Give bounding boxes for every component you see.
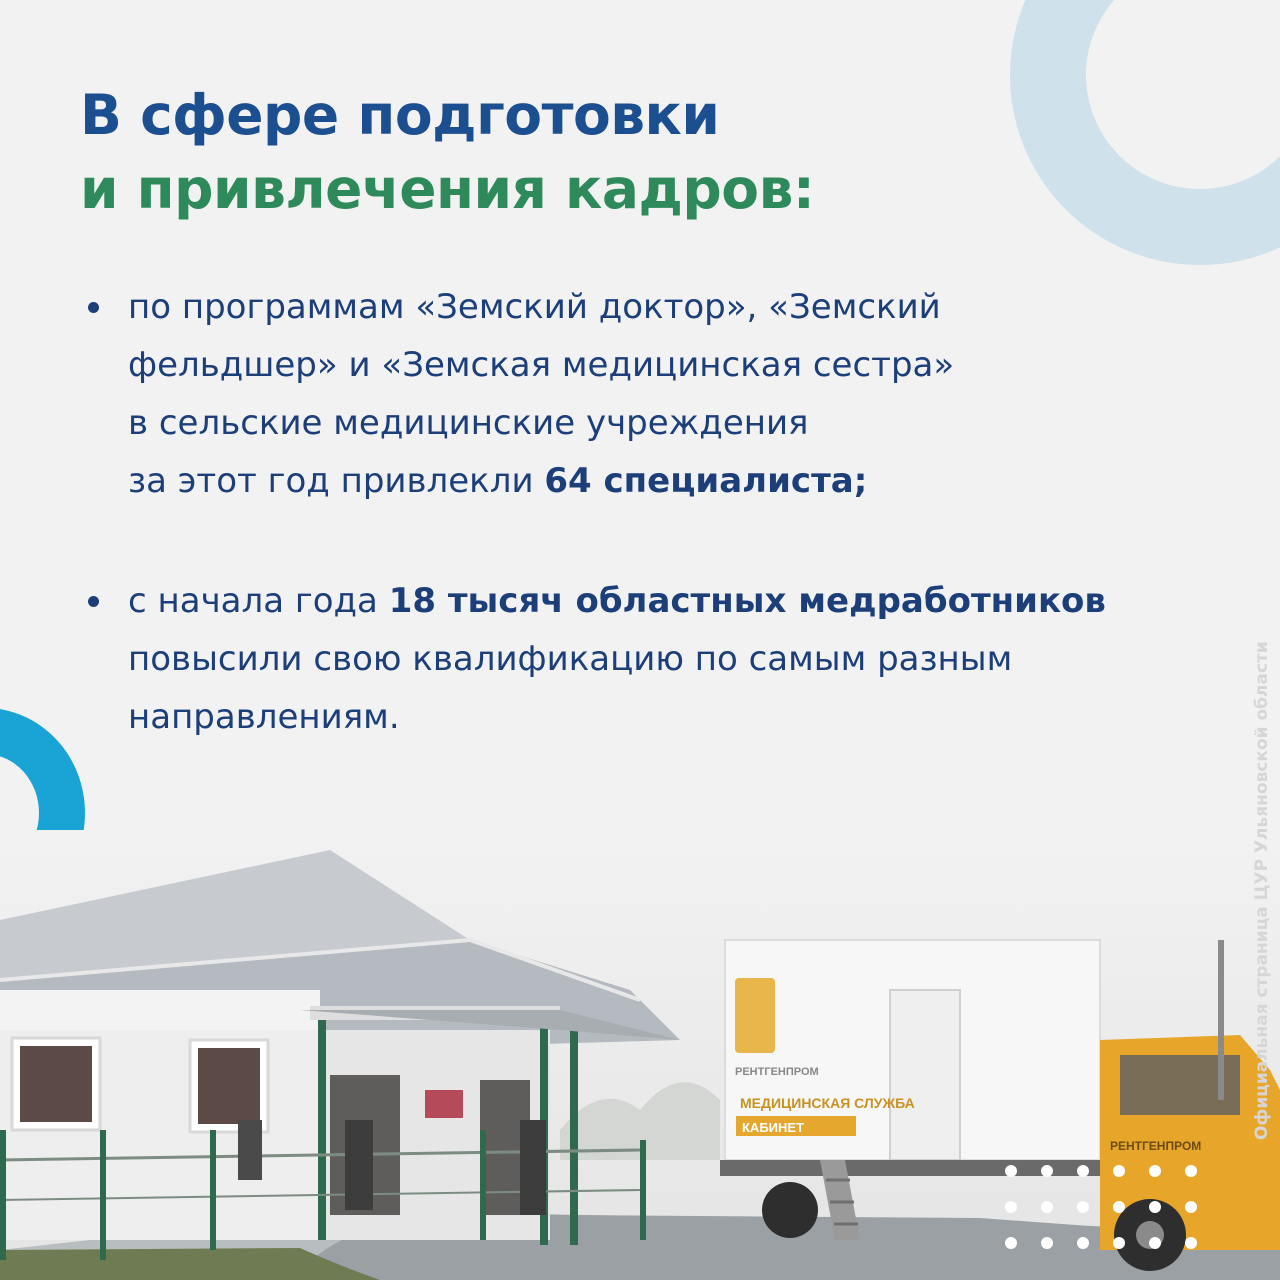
- decorative-dot-grid: [1003, 1163, 1203, 1263]
- bullet-dot-icon: [88, 302, 99, 313]
- decorative-ring-top: [1010, 0, 1280, 265]
- truck-company-label: РЕНТГЕНПРОМ: [735, 1066, 819, 1078]
- bullet-line: фельдшер» и «Земская медицинская сестра»: [128, 345, 955, 385]
- truck-cabinet-label: КАБИНЕТ: [742, 1120, 805, 1135]
- bullet-line: направлениям.: [128, 697, 400, 737]
- truck-cabin-label: РЕНТГЕНПРОМ: [1110, 1139, 1202, 1153]
- bullet-line: по программам «Земский доктор», «Земский: [128, 287, 941, 327]
- bullet-line: за этот год привлекли: [128, 461, 545, 501]
- truck-service-label: МЕДИЦИНСКАЯ СЛУЖБА: [740, 1095, 915, 1111]
- slide-title: [80, 78, 814, 227]
- bullet-item-qualification: [82, 572, 1202, 746]
- highlight-specialists: 64 специалиста;: [544, 461, 868, 501]
- bullet-list: [82, 278, 1202, 746]
- bullet-item-zemsky: [82, 278, 1202, 510]
- bullet-dot-icon: [88, 596, 99, 607]
- bullet-line: с начала года: [128, 581, 389, 621]
- highlight-medworkers: 18 тысяч областных медработников: [388, 581, 1106, 621]
- title-line-2: и привлечения кадров:: [80, 157, 815, 222]
- title-line-1: В сфере подготовки: [80, 83, 720, 147]
- watermark-text: Официальная страница ЦУР Ульяновской области: [1252, 641, 1272, 1140]
- bullet-line: в сельские медицинские учреждения: [128, 403, 809, 443]
- bullet-line: повысили свою квалификацию по самым разным: [128, 639, 1013, 679]
